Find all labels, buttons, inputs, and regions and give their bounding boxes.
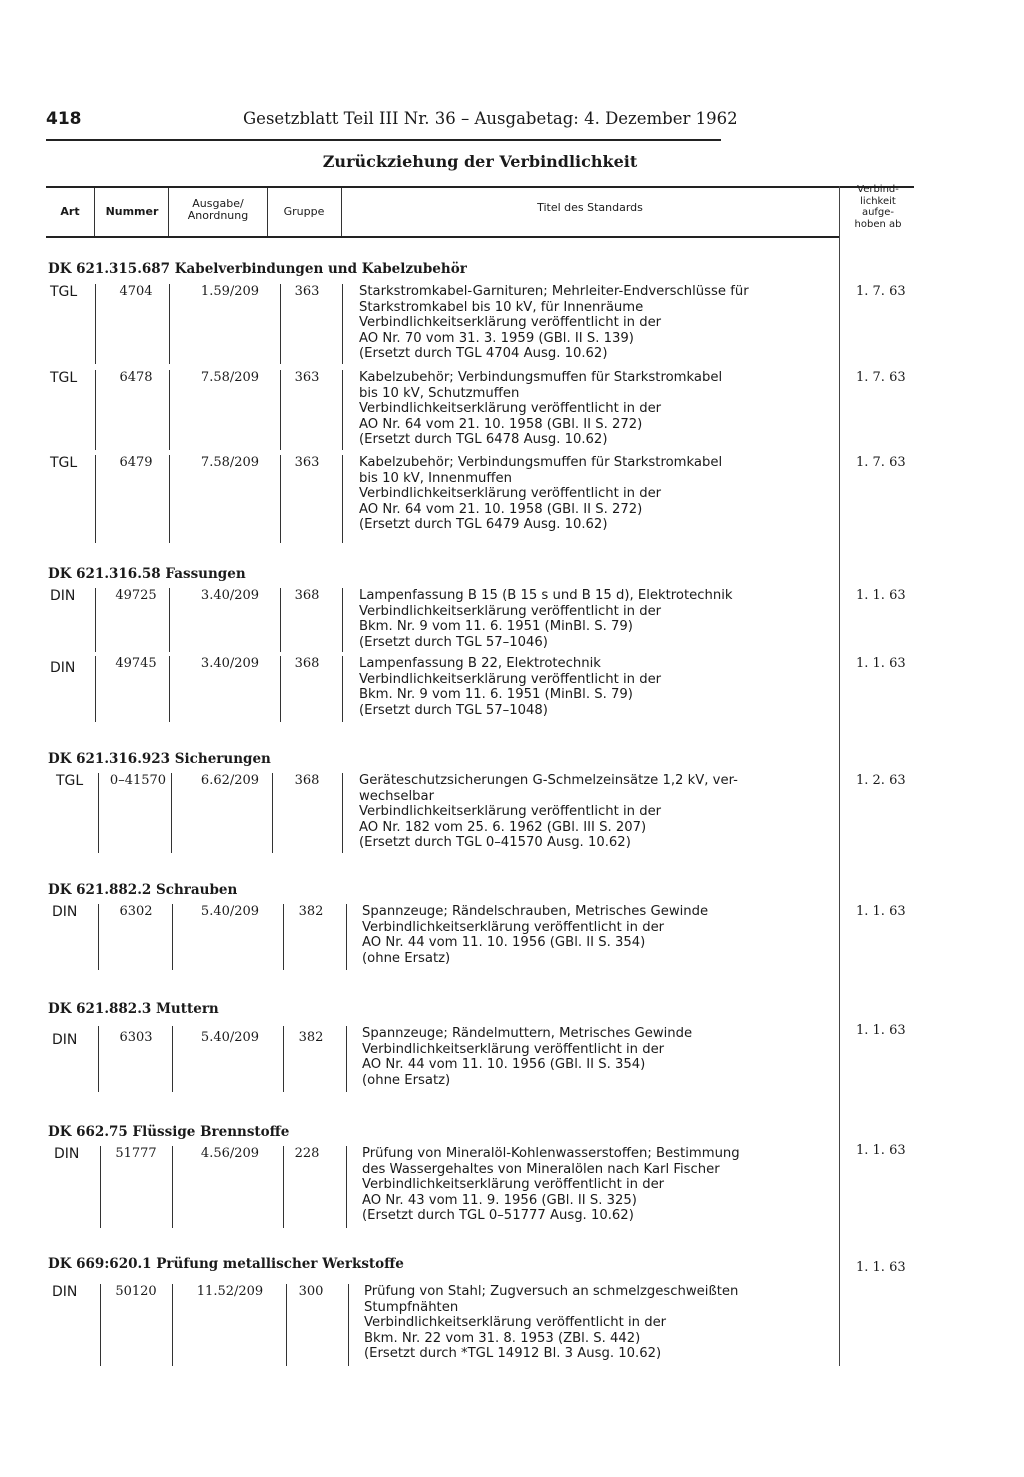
titel-line: Verbindlichkeitserklärung veröffentlicht in der <box>359 401 662 417</box>
titel-line: Verbindlichkeitserklärung veröffentlicht in der <box>359 486 662 502</box>
date-cell: 1. 1. 63 <box>856 1023 906 1038</box>
section-title: Zurückziehung der Verbindlichkeit <box>322 152 638 171</box>
cell-divider <box>280 455 281 543</box>
ausgabe-cell: 1.59/209 <box>200 284 260 299</box>
cell-divider <box>172 1146 173 1228</box>
table-row <box>46 588 906 652</box>
cell-divider <box>346 1146 347 1228</box>
cell-divider <box>172 1026 173 1092</box>
titel-line: AO Nr. 64 vom 21. 10. 1958 (GBl. II S. 272) <box>359 501 643 517</box>
table-row <box>46 1023 906 1092</box>
cell-divider <box>342 656 343 722</box>
titel-line: (ohne Ersatz) <box>362 1072 451 1088</box>
cell-divider <box>280 370 281 450</box>
table-row <box>46 1143 906 1228</box>
titel-line: AO Nr. 44 vom 11. 10. 1956 (GBl. II S. 354) <box>362 1057 646 1073</box>
column-header-titel: Titel des Standards <box>537 201 643 214</box>
column-header-ausgabe <box>170 198 266 222</box>
art-cell: TGL <box>50 284 78 300</box>
date-cell: 1. 1. 63 <box>856 656 906 671</box>
art-cell: DIN <box>50 588 76 604</box>
nummer-cell: 6303 <box>119 1030 153 1045</box>
titel-line: Bkm. Nr. 9 vom 11. 6. 1951 (MinBl. S. 79) <box>359 619 633 635</box>
ausgabe-cell: 7.58/209 <box>200 370 260 385</box>
table-row <box>46 904 906 970</box>
gruppe-cell: 382 <box>298 904 324 919</box>
titel-line: AO Nr. 70 vom 31. 3. 1959 (GBl. II S. 139) <box>359 330 634 346</box>
cell-divider <box>342 284 343 364</box>
art-cell: DIN <box>52 904 78 920</box>
column-divider <box>168 188 169 236</box>
ausgabe-cell: 5.40/209 <box>200 904 260 919</box>
titel-line: Stumpfnähten <box>364 1299 459 1315</box>
titel-line: AO Nr. 43 vom 11. 9. 1956 (GBl. II S. 325) <box>362 1192 637 1208</box>
cell-divider <box>95 455 96 543</box>
gruppe-cell: 228 <box>294 1146 320 1161</box>
cell-divider <box>280 588 281 652</box>
ausgabe-cell: 5.40/209 <box>200 1030 260 1045</box>
titel-line: (Ersetzt durch TGL 57–1046) <box>359 634 548 650</box>
titel-line: Verbindlichkeitserklärung veröffentlicht in der <box>359 315 662 331</box>
titel-cell <box>362 1146 832 1224</box>
ausgabe-cell: 4.56/209 <box>200 1146 260 1161</box>
ausgabe-cell: 3.40/209 <box>200 588 260 603</box>
titel-line: Verbindlichkeitserklärung veröffentlicht in der <box>362 1041 665 1057</box>
titel-line: Prüfung von Mineralöl-Kohlenwasserstoffen; Bestimmung <box>362 1146 740 1161</box>
titel-line: (ohne Ersatz) <box>362 950 451 966</box>
art-cell: DIN <box>50 660 76 676</box>
nummer-cell: 49745 <box>115 656 157 671</box>
column-header-verb-line2: lichkeit <box>860 195 896 207</box>
group-heading: DK 662.75 Flüssige Brennstoffe <box>48 1124 290 1140</box>
titel-line: Starkstromkabel-Garnituren; Mehrleiter-Endverschlüsse für <box>359 284 749 299</box>
cell-divider <box>280 656 281 722</box>
group-heading: DK 621.882.3 Muttern <box>48 1001 219 1017</box>
cell-divider <box>280 284 281 364</box>
titel-cell <box>359 773 829 851</box>
titel-line: Verbindlichkeitserklärung veröffentlicht in der <box>359 671 662 687</box>
nummer-cell: 6479 <box>119 455 153 470</box>
titel-line: Kabelzubehör; Verbindungsmuffen für Starkstromkabel <box>359 370 723 385</box>
column-divider <box>94 188 95 236</box>
column-header-ausgabe-line1: Ausgabe/ <box>192 197 244 210</box>
titel-line: Starkstromkabel bis 10 kV, für Innenräume <box>359 299 644 315</box>
column-header-art: Art <box>60 205 80 218</box>
cell-divider <box>95 284 96 364</box>
group-heading: DK 669:620.1 Prüfung metallischer Werkstoffe <box>48 1256 404 1272</box>
titel-cell <box>359 588 829 650</box>
titel-line: Verbindlichkeitserklärung veröffentlicht in der <box>362 1177 665 1193</box>
titel-line: bis 10 kV, Schutzmuffen <box>359 385 520 401</box>
cell-divider <box>283 904 284 970</box>
titel-line: (Ersetzt durch TGL 6479 Ausg. 10.62) <box>359 517 608 533</box>
cell-divider <box>169 455 170 543</box>
group-heading: DK 621.316.58 Fassungen <box>48 566 246 582</box>
titel-line: bis 10 kV, Innenmuffen <box>359 470 512 486</box>
cell-divider <box>348 1284 349 1366</box>
cell-divider <box>98 904 99 970</box>
cell-divider <box>342 773 343 853</box>
nummer-cell: 50120 <box>115 1284 157 1299</box>
date-cell: 1. 7. 63 <box>856 284 906 299</box>
table-rule-bottom <box>46 236 840 238</box>
gruppe-cell: 368 <box>294 773 320 788</box>
date-cell: 1. 2. 63 <box>856 773 906 788</box>
date-cell: 1. 1. 63 <box>856 588 906 603</box>
nummer-cell: 6478 <box>119 370 153 385</box>
art-cell: DIN <box>52 1032 78 1048</box>
titel-cell <box>359 284 829 362</box>
date-cell: 1. 1. 63 <box>856 1143 906 1158</box>
titel-line: Verbindlichkeitserklärung veröffentlicht in der <box>362 919 665 935</box>
cell-divider <box>100 1146 101 1228</box>
cell-divider <box>169 656 170 722</box>
date-cell: 1. 1. 63 <box>856 1260 906 1275</box>
group-heading: DK 621.315.687 Kabelverbindungen und Kabelzubehör <box>48 261 467 277</box>
cell-divider <box>346 1026 347 1092</box>
cell-divider <box>172 1284 173 1366</box>
titel-line: Spannzeuge; Rändelschrauben, Metrisches Gewinde <box>362 904 709 919</box>
titel-line: AO Nr. 182 vom 25. 6. 1962 (GBl. III S. 207) <box>359 819 647 835</box>
titel-line: Lampenfassung B 22, Elektrotechnik <box>359 656 601 671</box>
titel-line: Prüfung von Stahl; Zugversuch an schmelzgeschweißten <box>364 1284 739 1299</box>
titel-line: (Ersetzt durch TGL 0–51777 Ausg. 10.62) <box>362 1208 634 1224</box>
cell-divider <box>98 773 99 853</box>
titel-cell <box>359 455 829 533</box>
titel-line: Kabelzubehör; Verbindungsmuffen für Starkstromkabel <box>359 455 723 470</box>
gruppe-cell: 382 <box>298 1030 324 1045</box>
nummer-cell: 49725 <box>115 588 157 603</box>
titel-line: AO Nr. 64 vom 21. 10. 1958 (GBl. II S. 272) <box>359 416 643 432</box>
art-cell: TGL <box>56 773 84 789</box>
nummer-cell: 0–41570 <box>109 773 167 788</box>
date-cell: 1. 7. 63 <box>856 370 906 385</box>
page-header <box>46 109 766 139</box>
cell-divider <box>95 370 96 450</box>
column-header-verbindlichkeit <box>842 184 914 230</box>
nummer-cell: 6302 <box>119 904 153 919</box>
titel-line: wechselbar <box>359 788 435 804</box>
titel-line: Verbindlichkeitserklärung veröffentlicht in der <box>359 603 662 619</box>
cell-divider <box>95 656 96 722</box>
group-heading: DK 621.882.2 Schrauben <box>48 882 238 898</box>
gruppe-cell: 368 <box>294 656 320 671</box>
table-row <box>46 370 906 450</box>
column-header-verb-line1: Verbind- <box>857 184 899 195</box>
ausgabe-cell: 6.62/209 <box>200 773 260 788</box>
cell-divider <box>169 588 170 652</box>
titel-cell <box>362 1026 832 1088</box>
gruppe-cell: 363 <box>294 455 320 470</box>
titel-line: (Ersetzt durch *TGL 14912 Bl. 3 Ausg. 10.62) <box>364 1346 662 1362</box>
titel-line: Geräteschutzsicherungen G-Schmelzeinsätze 1,2 kV, ver- <box>359 773 738 788</box>
gruppe-cell: 300 <box>298 1284 324 1299</box>
titel-line: Spannzeuge; Rändelmuttern, Metrisches Gewinde <box>362 1026 693 1041</box>
gruppe-cell: 363 <box>294 370 320 385</box>
gruppe-cell: 368 <box>294 588 320 603</box>
cell-divider <box>283 1026 284 1092</box>
cell-divider <box>100 1284 101 1366</box>
titel-cell <box>364 1284 834 1362</box>
titel-line: (Ersetzt durch TGL 4704 Ausg. 10.62) <box>359 346 608 362</box>
titel-line: Lampenfassung B 15 (B 15 s und B 15 d), Elektrotechnik <box>359 588 733 603</box>
table-rule-top <box>46 186 914 188</box>
titel-line: (Ersetzt durch TGL 57–1048) <box>359 702 548 718</box>
art-cell: DIN <box>54 1146 80 1162</box>
cell-divider <box>342 588 343 652</box>
cell-divider <box>95 588 96 652</box>
nummer-cell: 51777 <box>115 1146 157 1161</box>
ausgabe-cell: 11.52/209 <box>196 1284 264 1299</box>
cell-divider <box>169 370 170 450</box>
ausgabe-cell: 7.58/209 <box>200 455 260 470</box>
titel-line: (Ersetzt durch TGL 6478 Ausg. 10.62) <box>359 432 608 448</box>
date-cell: 1. 7. 63 <box>856 455 906 470</box>
titel-line: des Wassergehaltes von Mineralölen nach Karl Fischer <box>362 1161 720 1177</box>
cell-divider <box>342 455 343 543</box>
art-cell: TGL <box>50 370 78 386</box>
titel-line: (Ersetzt durch TGL 0–41570 Ausg. 10.62) <box>359 835 631 851</box>
page-number: 418 <box>46 109 82 129</box>
titel-line: Verbindlichkeitserklärung veröffentlicht in der <box>359 804 662 820</box>
column-header-verb-line4: hoben ab <box>854 218 902 230</box>
art-cell: DIN <box>52 1284 78 1300</box>
titel-line: AO Nr. 44 vom 11. 10. 1956 (GBl. II S. 354) <box>362 935 646 951</box>
titel-cell <box>359 656 829 718</box>
cell-divider <box>342 370 343 450</box>
gruppe-cell: 363 <box>294 284 320 299</box>
ausgabe-cell: 3.40/209 <box>200 656 260 671</box>
titel-cell <box>362 904 832 966</box>
cell-divider <box>169 284 170 364</box>
column-header-gruppe: Gruppe <box>283 205 325 218</box>
cell-divider <box>346 904 347 970</box>
cell-divider <box>171 773 172 853</box>
cell-divider <box>272 773 273 853</box>
column-header-ausgabe-line2: Anordnung <box>187 209 249 222</box>
group-heading: DK 621.316.923 Sicherungen <box>48 751 271 767</box>
header-rule <box>46 139 721 141</box>
art-cell: TGL <box>50 455 78 471</box>
titel-line: Bkm. Nr. 22 vom 31. 8. 1953 (ZBl. S. 442) <box>364 1330 641 1346</box>
titel-line: Bkm. Nr. 9 vom 11. 6. 1951 (MinBl. S. 79) <box>359 687 633 703</box>
column-header-nummer: Nummer <box>105 205 159 218</box>
table-row <box>46 773 906 853</box>
titel-cell <box>359 370 829 448</box>
nummer-cell: 4704 <box>119 284 153 299</box>
cell-divider <box>172 904 173 970</box>
table-row <box>46 284 906 364</box>
column-header-verb-line3: aufge- <box>861 207 895 218</box>
header-title: Gesetzblatt Teil III Nr. 36 – Ausgabetag: 4. Dezember 1962 <box>243 109 738 128</box>
titel-line: Verbindlichkeitserklärung veröffentlicht in der <box>364 1315 667 1331</box>
cell-divider <box>98 1026 99 1092</box>
date-cell: 1. 1. 63 <box>856 904 906 919</box>
table-row <box>46 455 906 543</box>
table-row <box>46 656 906 722</box>
